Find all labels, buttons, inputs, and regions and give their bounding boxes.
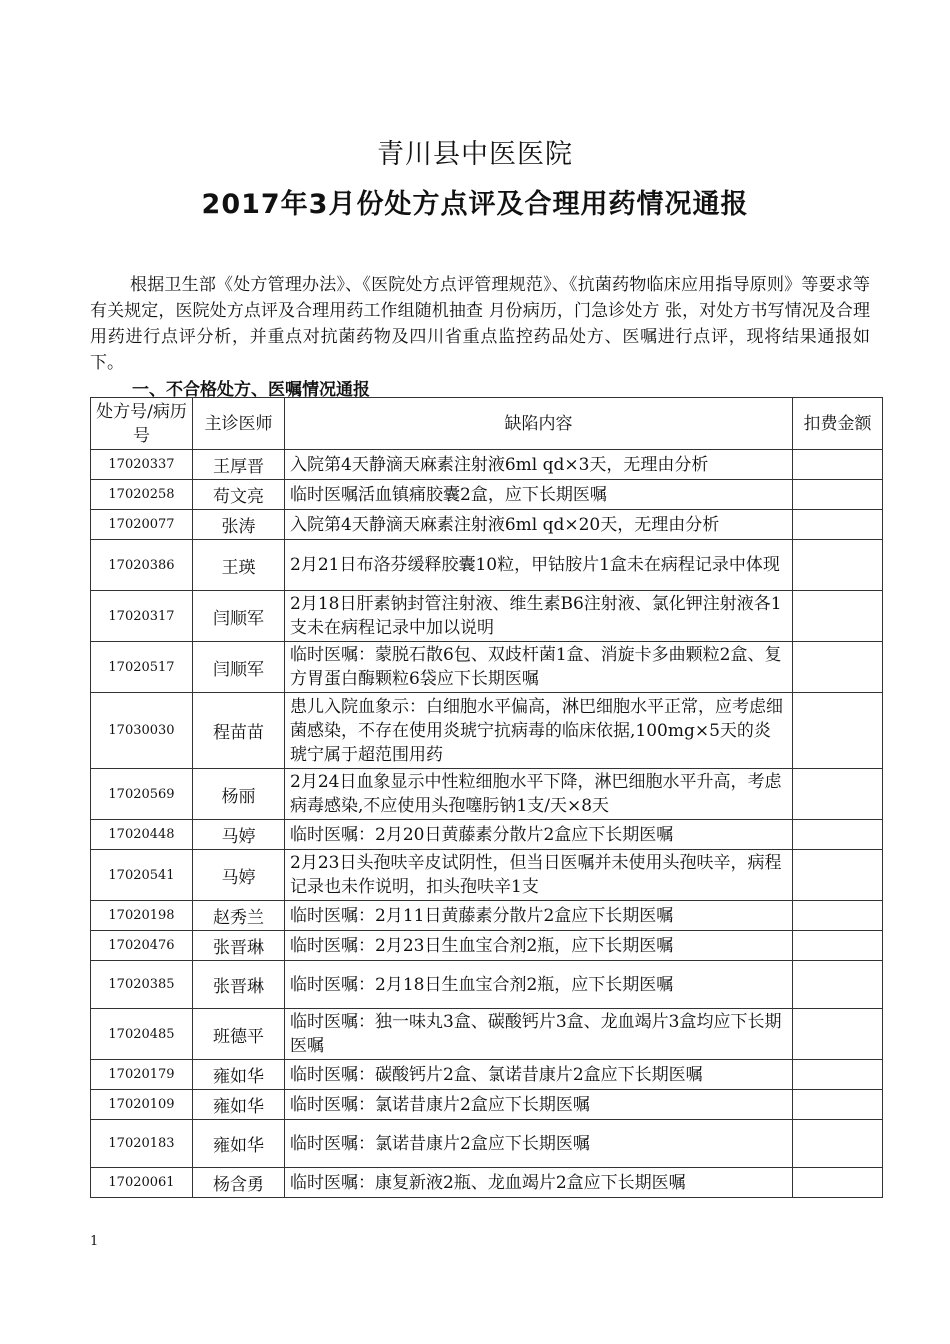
report-title: 2017年3月份处方点评及合理用药情况通报 — [201, 189, 749, 220]
table-row — [91, 820, 883, 850]
cell-defect: 临时医嘱：2月23日生血宝合剂2瓶，应下长期医嘱 — [285, 931, 793, 961]
cell-deduction — [793, 1009, 883, 1060]
table-row — [91, 510, 883, 540]
cell-doctor: 王瑛 — [193, 540, 285, 591]
cell-defect: 临时医嘱：氯诺昔康片2盒应下长期医嘱 — [285, 1090, 793, 1120]
cell-defect: 临时医嘱：蒙脱石散6包、双歧杆菌1盒、消旋卡多曲颗粒2盒、复方胃蛋白酶颗粒6袋应下长期医嘱 — [285, 642, 793, 693]
cell-defect: 临时医嘱：2月18日生血宝合剂2瓶，应下长期医嘱 — [285, 961, 793, 1009]
cell-doctor: 马婷 — [193, 850, 285, 901]
cell-deduction — [793, 820, 883, 850]
cell-doctor: 张晋琳 — [193, 931, 285, 961]
cell-defect: 临时医嘱：独一味丸3盒、碳酸钙片3盒、龙血竭片3盒均应下长期医嘱 — [285, 1009, 793, 1060]
table-row — [91, 1009, 883, 1060]
cell-doctor: 雍如华 — [193, 1090, 285, 1120]
table-row — [91, 1168, 883, 1198]
table-row — [91, 961, 883, 1009]
cell-defect: 临时医嘱：2月11日黄藤素分散片2盒应下长期医嘱 — [285, 901, 793, 931]
cell-deduction — [793, 850, 883, 901]
table-row — [91, 901, 883, 931]
cell-doctor: 班德平 — [193, 1009, 285, 1060]
cell-defect: 临时医嘱活血镇痛胶囊2盒，应下长期医嘱 — [285, 480, 793, 510]
cell-rx-no: 17020541 — [91, 850, 193, 901]
intro-paragraph: 根据卫生部《处方管理办法》、《医院处方点评管理规范》、《抗菌药物临床应用指导原则》等要求等有关规定，医院处方点评及合理用药工作组随机抽查 月份病历，门急诊处方 张，对处方书写情况及合理用药进行点评分析，并重点对抗菌药物及四川省重点监控药品处方、医嘱进行点评，现将结果通报如下。 — [90, 275, 870, 373]
cell-rx-no: 17030030 — [91, 693, 193, 769]
cell-deduction — [793, 769, 883, 820]
cell-rx-no: 17020109 — [91, 1090, 193, 1120]
hospital-name: 青川县中医医院 — [377, 139, 573, 170]
cell-rx-no: 17020485 — [91, 1009, 193, 1060]
table-row — [91, 450, 883, 480]
table-row — [91, 1060, 883, 1090]
cell-rx-no: 17020198 — [91, 901, 193, 931]
cell-doctor: 程苗苗 — [193, 693, 285, 769]
table-row — [91, 693, 883, 769]
table-header-row — [91, 398, 883, 450]
page-number: 1 — [90, 1234, 99, 1249]
cell-defect: 临时医嘱：碳酸钙片2盒、氯诺昔康片2盒应下长期医嘱 — [285, 1060, 793, 1090]
header-defect: 缺陷内容 — [285, 398, 793, 450]
cell-deduction — [793, 961, 883, 1009]
cell-rx-no: 17020317 — [91, 591, 193, 642]
defect-table — [90, 397, 883, 1198]
cell-doctor: 杨丽 — [193, 769, 285, 820]
cell-defect: 临时医嘱：氯诺昔康片2盒应下长期医嘱 — [285, 1120, 793, 1168]
cell-deduction — [793, 642, 883, 693]
cell-rx-no: 17020258 — [91, 480, 193, 510]
cell-doctor: 张涛 — [193, 510, 285, 540]
cell-deduction — [793, 591, 883, 642]
cell-defect: 临时医嘱：康复新液2瓶、龙血竭片2盒应下长期医嘱 — [285, 1168, 793, 1198]
table-row — [91, 1120, 883, 1168]
table-row — [91, 480, 883, 510]
table-row — [91, 931, 883, 961]
cell-rx-no: 17020061 — [91, 1168, 193, 1198]
cell-rx-no: 17020476 — [91, 931, 193, 961]
header-deduction: 扣费金额 — [793, 398, 883, 450]
cell-deduction — [793, 1060, 883, 1090]
cell-defect: 2月23日头孢呋辛皮试阴性，但当日医嘱并未使用头孢呋辛，病程记录也未作说明，扣头孢呋辛1支 — [285, 850, 793, 901]
table-row — [91, 642, 883, 693]
cell-deduction — [793, 931, 883, 961]
cell-defect: 2月18日肝素钠封管注射液、维生素B6注射液、氯化钾注射液各1支未在病程记录中加以说明 — [285, 591, 793, 642]
header-rx-no: 处方号/病历号 — [91, 398, 193, 450]
cell-defect: 患儿入院血象示：白细胞水平偏高，淋巴细胞水平正常，应考虑细菌感染，不存在使用炎琥宁抗病毒的临床依据,100mg×5天的炎琥宁属于超范围用药 — [285, 693, 793, 769]
cell-deduction — [793, 1120, 883, 1168]
cell-doctor: 杨含勇 — [193, 1168, 285, 1198]
cell-deduction — [793, 450, 883, 480]
table-row — [91, 591, 883, 642]
cell-deduction — [793, 901, 883, 931]
cell-doctor: 闫顺军 — [193, 591, 285, 642]
cell-rx-no: 17020337 — [91, 450, 193, 480]
cell-defect: 入院第4天静滴天麻素注射液6ml qd×3天，无理由分析 — [285, 450, 793, 480]
table-row — [91, 850, 883, 901]
table-row — [91, 1090, 883, 1120]
cell-rx-no: 17020077 — [91, 510, 193, 540]
cell-deduction — [793, 1168, 883, 1198]
section-heading: 一、不合格处方、医嘱情况通报 — [132, 380, 370, 400]
cell-rx-no: 17020517 — [91, 642, 193, 693]
cell-doctor: 王厚晋 — [193, 450, 285, 480]
table-row — [91, 769, 883, 820]
cell-doctor: 雍如华 — [193, 1060, 285, 1090]
header-doctor: 主诊医师 — [193, 398, 285, 450]
cell-deduction — [793, 510, 883, 540]
cell-rx-no: 17020448 — [91, 820, 193, 850]
cell-deduction — [793, 693, 883, 769]
cell-deduction — [793, 480, 883, 510]
cell-deduction — [793, 540, 883, 591]
cell-doctor: 马婷 — [193, 820, 285, 850]
table-body — [91, 450, 883, 1198]
cell-doctor: 张晋琳 — [193, 961, 285, 1009]
cell-doctor: 苟文亮 — [193, 480, 285, 510]
cell-rx-no: 17020179 — [91, 1060, 193, 1090]
cell-rx-no: 17020386 — [91, 540, 193, 591]
cell-defect: 2月24日血象显示中性粒细胞水平下降，淋巴细胞水平升高，考虑病毒感染,不应使用头孢噻肟钠1支/天×8天 — [285, 769, 793, 820]
cell-defect: 临时医嘱：2月20日黄藤素分散片2盒应下长期医嘱 — [285, 820, 793, 850]
cell-rx-no: 17020385 — [91, 961, 193, 1009]
cell-doctor: 赵秀兰 — [193, 901, 285, 931]
cell-doctor: 雍如华 — [193, 1120, 285, 1168]
cell-defect: 2月21日布洛芬缓释胶囊10粒，甲钴胺片1盒未在病程记录中体现 — [285, 540, 793, 591]
cell-rx-no: 17020569 — [91, 769, 193, 820]
cell-rx-no: 17020183 — [91, 1120, 193, 1168]
cell-deduction — [793, 1090, 883, 1120]
cell-defect: 入院第4天静滴天麻素注射液6ml qd×20天，无理由分析 — [285, 510, 793, 540]
cell-doctor: 闫顺军 — [193, 642, 285, 693]
table-row — [91, 540, 883, 591]
